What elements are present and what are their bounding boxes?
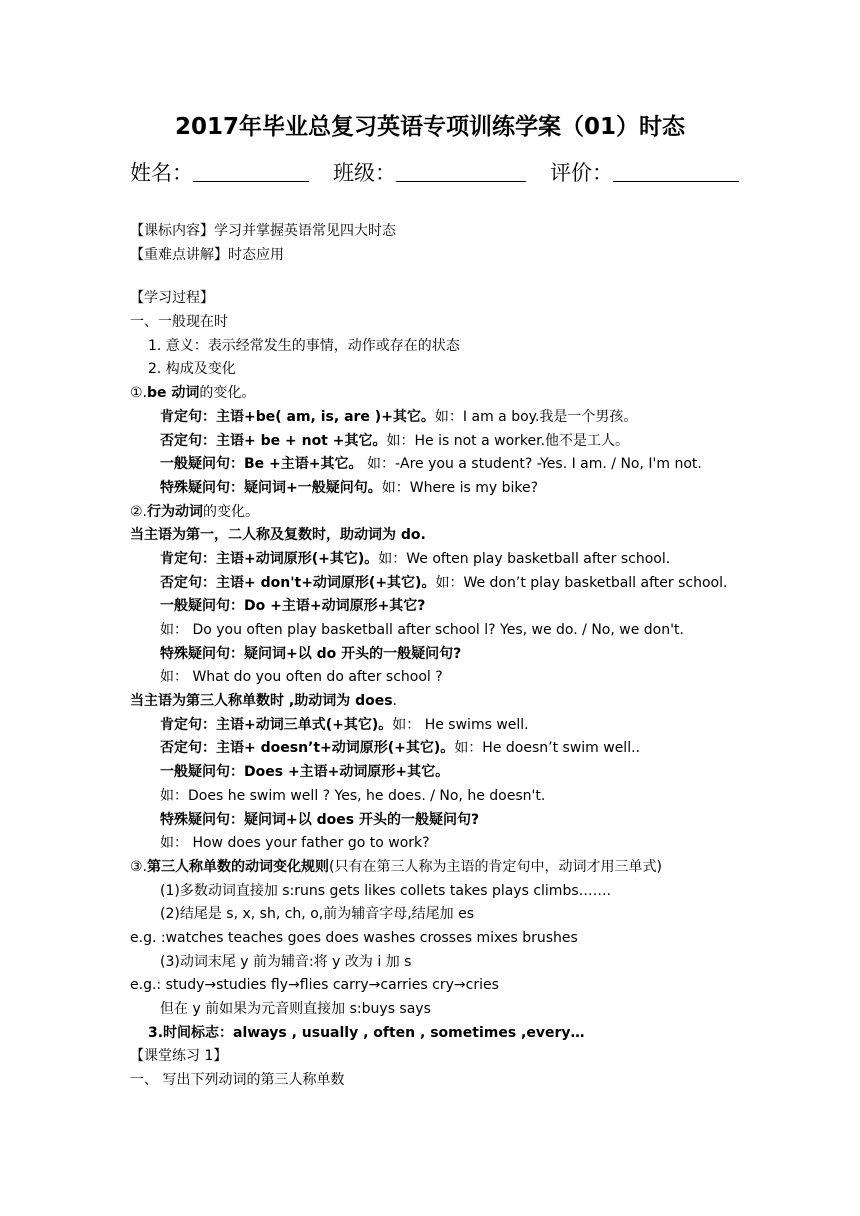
- text-line: [130, 524, 740, 548]
- text-run: 当主语为第三人称单数时 ,助动词为: [130, 693, 356, 710]
- class-label: 班级：: [333, 161, 396, 185]
- text-line: 【课标内容】学习并掌握英语常见四大时态: [130, 223, 396, 239]
- text-run: 如： How does your father go to work?: [160, 835, 430, 852]
- name-field: [130, 158, 309, 188]
- text-line: [130, 737, 740, 761]
- text-line: [130, 382, 740, 406]
- text-line: [130, 548, 740, 572]
- text-run: 否定句：主语+ doesn’t+动词原形(+其它)。: [160, 740, 455, 757]
- text-line: 但在 y 前如果为元音则直接加 s:buys says: [160, 1001, 431, 1017]
- text-run: 的变化。: [199, 385, 256, 402]
- text-line: [130, 619, 740, 643]
- text-line: [130, 430, 740, 454]
- text-line: e.g. :watches teaches goes does washes crosses mixes brushes: [130, 929, 578, 946]
- text-run: 行为动词: [147, 503, 204, 520]
- text-line: (1)多数动词直接加 s:runs gets likes collets takes plays climbs…….: [160, 882, 612, 899]
- text-run: 肯定句：主语+动词三单式(+其它)。: [160, 716, 393, 733]
- text-line: [130, 666, 740, 690]
- text-run: ①.: [130, 385, 148, 402]
- text-line: [130, 453, 740, 477]
- text-run: 特殊疑问句：疑问词+以 do 开头的一般疑问句?: [160, 645, 462, 662]
- grade-label: 评价：: [550, 161, 613, 185]
- text-run: (只有在第三人称为主语的肯定句中，动词才用三单式): [329, 858, 662, 875]
- text-line: [130, 690, 740, 714]
- text-run: ②.: [130, 503, 148, 520]
- text-line: [130, 572, 740, 596]
- text-line: (3)动词末尾 y 前为辅音:将 y 改为 i 加 s: [160, 953, 412, 970]
- text-line: [130, 595, 740, 619]
- text-run: 如： He swims well.: [392, 716, 529, 733]
- text-run: 3.时间标志：always , usually , often , sometimes ,every…: [148, 1024, 585, 1041]
- grade-blank[interactable]: [613, 159, 739, 182]
- text-line: 【重难点讲解】时态应用: [130, 246, 284, 263]
- text-line: 2. 构成及变化: [148, 361, 236, 378]
- text-line: [130, 832, 740, 856]
- text-run: 如：Does he swim well ? Yes, he does. / No, he doesn't.: [160, 787, 546, 804]
- text-line: [130, 761, 740, 785]
- text-line: [130, 643, 740, 667]
- text-run: 肯定句：主语+be( am, is, are )+其它。: [160, 408, 435, 425]
- text-run: 特殊疑问句：疑问词+一般疑问句。: [160, 479, 382, 496]
- text-line: e.g.: study→studies fly→flies carry→carries cry→cries: [130, 977, 499, 994]
- document-body: [130, 220, 740, 1093]
- text-run: 当主语为第一，二人称及复数时，助动词为 do.: [130, 527, 426, 544]
- class-field: [333, 158, 526, 188]
- text-run: 第三人称单数的动词变化规则: [147, 858, 330, 875]
- text-line: [130, 856, 740, 880]
- text-run: 如：We often play basketball after school.: [378, 550, 671, 567]
- text-line: [130, 406, 740, 430]
- text-run: 否定句：主语+ be + not +其它。: [160, 432, 387, 449]
- text-run: 肯定句：主语+动词原形(+其它)。: [160, 550, 379, 567]
- text-line: 【学习过程】: [130, 290, 214, 307]
- text-run: ③.: [130, 858, 148, 875]
- text-run: 如：-Are you a student? -Yes. I am. / No, I'm not.: [362, 456, 702, 473]
- text-line: (2)结尾是 s, x, sh, ch, o,前为辅音字母,结尾加 es: [160, 906, 475, 923]
- text-run: does: [355, 693, 393, 710]
- text-line: 一、 写出下列动词的第三人称单数: [130, 1072, 345, 1089]
- text-run: 如：I am a boy.我是一个男孩。: [434, 408, 638, 425]
- name-label: 姓名：: [130, 161, 193, 185]
- text-run: .: [392, 693, 397, 710]
- text-run: 如：He is not a worker.他不是工人。: [386, 432, 630, 449]
- text-line: 一、一般现在时: [130, 314, 228, 331]
- text-line: [130, 501, 740, 525]
- text-line: [130, 785, 740, 809]
- text-run: 如： Do you often play basketball after school l? Yes, we do. / No, we don't.: [160, 622, 684, 638]
- text-run: 否定句：主语+ don't+动词原形(+其它)。: [160, 574, 436, 591]
- class-blank[interactable]: [396, 159, 526, 182]
- text-line: [130, 809, 740, 833]
- text-run: 一般疑问句：Be +主语+其它。: [160, 456, 363, 473]
- text-line: [130, 714, 740, 738]
- page-title: 2017年毕业总复习英语专项训练学案（01）时态: [174, 114, 686, 140]
- text-run: 如： What do you often do after school ?: [160, 669, 443, 686]
- text-line: 【课堂练习 1】: [130, 1048, 228, 1065]
- text-run: 如：We don’t play basketball after school.: [435, 574, 728, 591]
- text-run: 一般疑问句：Do +主语+动词原形+其它?: [160, 598, 426, 615]
- text-run: 一般疑问句：Does +主语+动词原形+其它。: [160, 764, 450, 781]
- student-info-bar: [130, 158, 740, 188]
- text-run: be 动词: [147, 385, 200, 402]
- grade-field: [550, 158, 739, 188]
- name-blank[interactable]: [193, 159, 309, 182]
- text-line: [130, 1022, 740, 1046]
- text-line: [130, 477, 740, 501]
- text-run: 特殊疑问句：疑问词+以 does 开头的一般疑问句?: [160, 811, 480, 828]
- text-line: 1. 意义：表示经常发生的事情，动作或存在的状态: [148, 337, 460, 354]
- text-run: 如：Where is my bike?: [381, 479, 539, 496]
- text-run: 如：He doesn’t swim well..: [454, 740, 640, 757]
- text-run: 的变化。: [203, 503, 260, 520]
